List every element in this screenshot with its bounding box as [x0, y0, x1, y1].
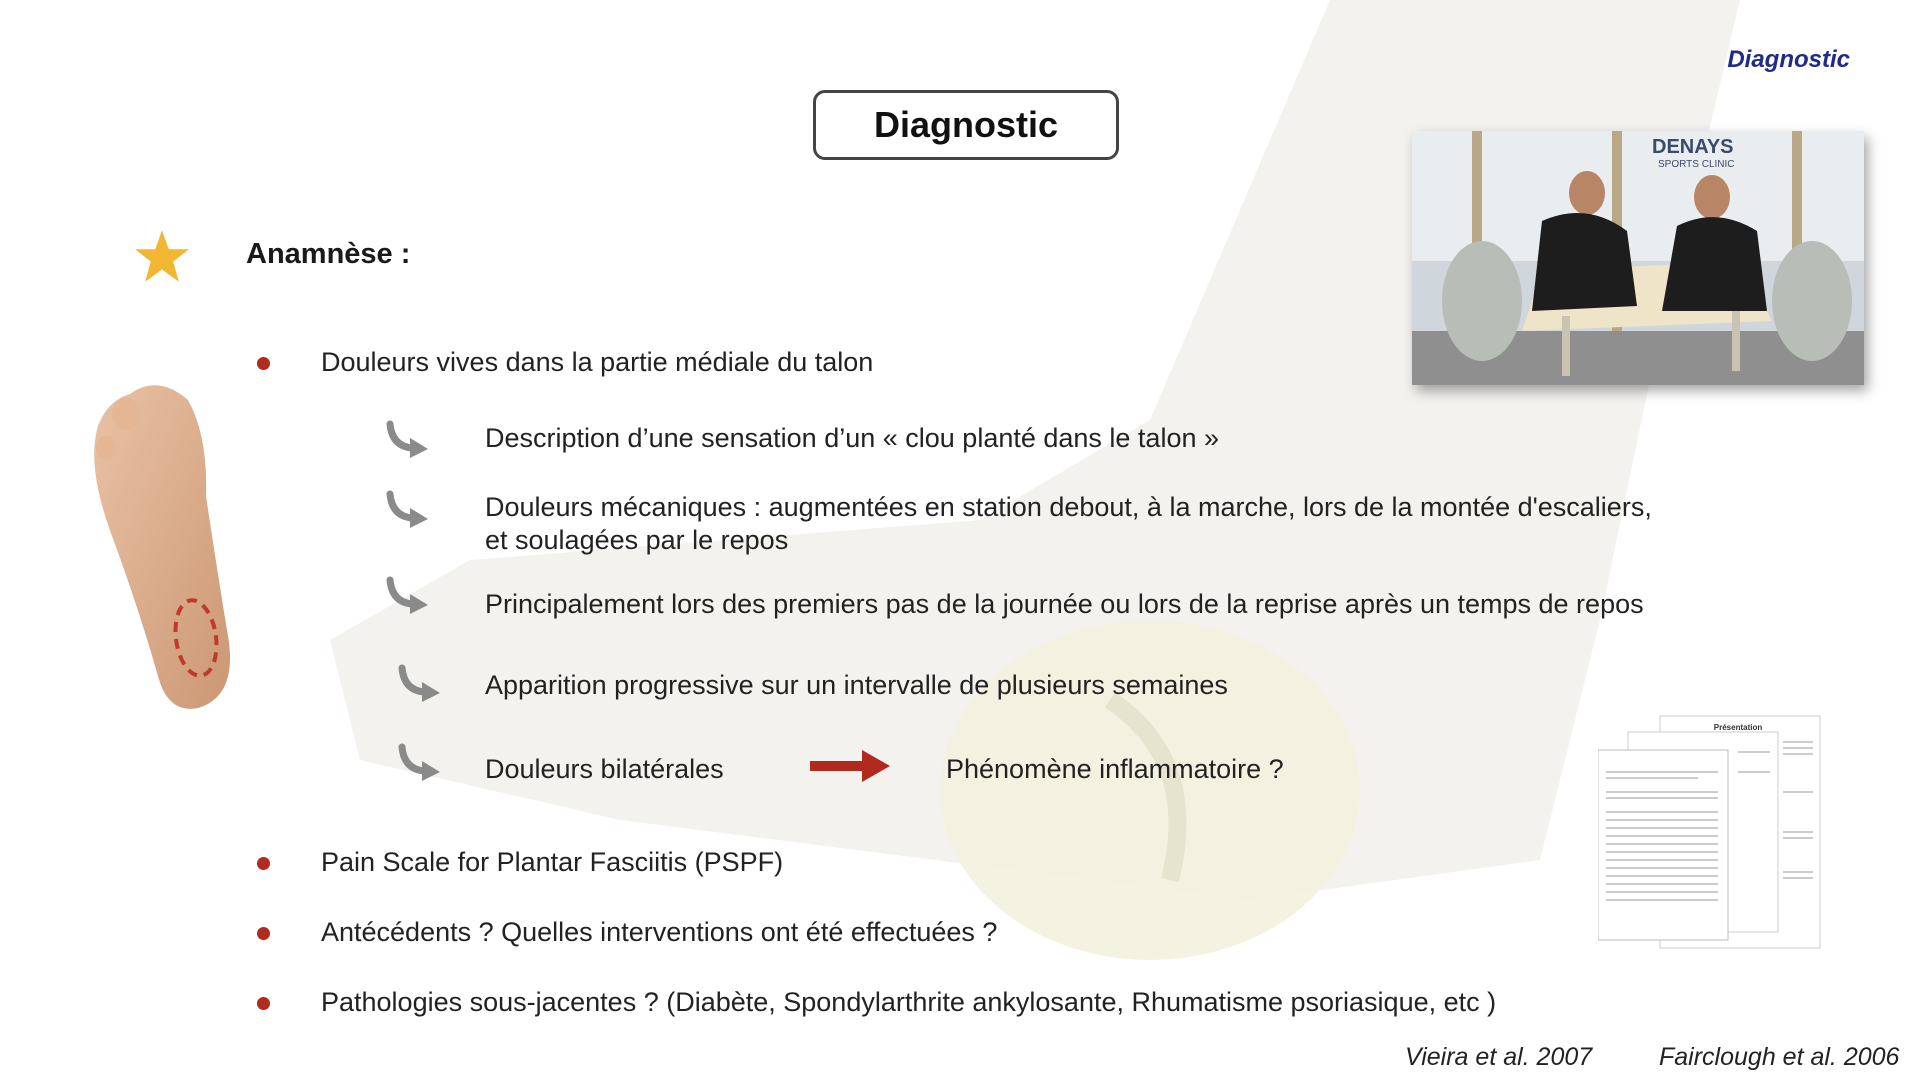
sub-bullet-mechanical-pain: [485, 491, 1652, 557]
inflammatory-phenomenon-label: Phénomène inflammatoire ?: [946, 754, 1284, 784]
sub-bullet-nail-sensation: Description d’une sensation d’un « clou planté dans le talon »: [485, 423, 1219, 453]
slide-title-box: [813, 90, 1119, 160]
clinic-consultation-photo: [1412, 131, 1864, 385]
star-icon: [134, 228, 190, 284]
bullet-dot: [257, 997, 270, 1010]
sub-bullet-mechanical-pain-line1: Douleurs mécaniques : augmentées en station debout, à la marche, lors de la montée d'escaliers,: [485, 492, 1652, 522]
curved-arrow-icon: [386, 576, 432, 616]
section-title: Anamnèse :: [246, 238, 411, 270]
photo-sign-text: DENAYS: [1652, 136, 1734, 158]
curved-arrow-icon: [386, 420, 432, 460]
citation-vieira: Vieira et al. 2007: [1405, 1043, 1593, 1071]
citation-fairclough: Fairclough et al. 2006: [1659, 1043, 1900, 1071]
sub-bullet-mechanical-pain-line2: et soulagées par le repos: [485, 525, 789, 555]
bullet-underlying-pathologies: Pathologies sous-jacentes ? (Diabète, Spondylarthrite ankylosante, Rhumatisme psoriasique, etc ): [321, 987, 1497, 1017]
photo-sign-subtext: SPORTS CLINIC: [1658, 159, 1735, 170]
questionnaire-documents-image: [1598, 712, 1822, 952]
curved-arrow-icon: [398, 743, 444, 783]
foot-sole-image: [78, 376, 258, 716]
sub-bullet-bilateral-pain: Douleurs bilatérales: [485, 754, 724, 784]
curved-arrow-icon: [386, 490, 432, 530]
sub-bullet-progressive-onset: Apparition progressive sur un intervalle de plusieurs semaines: [485, 670, 1228, 700]
bullet-dot: [257, 857, 270, 870]
docs-heading: Présentation: [1713, 723, 1763, 732]
slide-title: Diagnostic: [873, 104, 1059, 145]
bullet-heel-pain: Douleurs vives dans la partie médiale du talon: [321, 347, 874, 377]
bullet-history: Antécédents ? Quelles interventions ont été effectuées ?: [321, 917, 998, 947]
corner-section-label: Diagnostic: [1727, 46, 1850, 73]
right-arrow-icon: [810, 748, 892, 784]
bullet-dot: [257, 927, 270, 940]
bullet-dot: [257, 357, 270, 370]
sub-bullet-first-steps: Principalement lors des premiers pas de la journée ou lors de la reprise après un temps de repos: [485, 589, 1644, 619]
curved-arrow-icon: [398, 664, 444, 704]
bullet-pain-scale: Pain Scale for Plantar Fasciitis (PSPF): [321, 847, 784, 877]
